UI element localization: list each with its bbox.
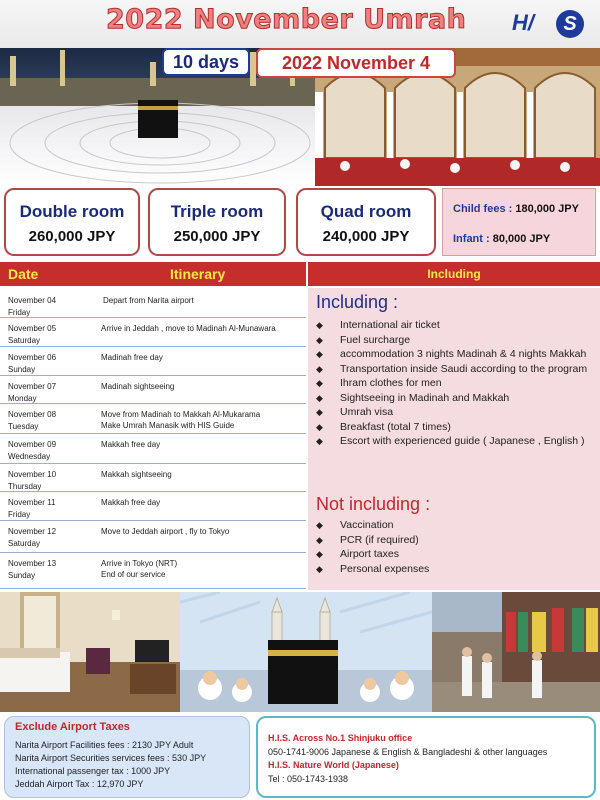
- tax-line: Narita Airport Facilities fees : 2130 JPY Adult: [15, 740, 194, 750]
- his-logo-text: H/: [512, 10, 534, 35]
- list-item: ◆ Vaccination: [316, 519, 394, 531]
- diamond-bullet-icon: ◆: [316, 334, 323, 345]
- diamond-bullet-icon: ◆: [316, 349, 323, 359]
- photo-market-street: [432, 592, 600, 712]
- page-title: 2022 November Umrah: [106, 4, 467, 35]
- itinerary-row: [0, 376, 306, 404]
- office-phone: 050-1741-9006 Japanese & English & Bangladeshi & other languages: [268, 747, 548, 757]
- photo-hotel-room: [0, 592, 180, 712]
- departure-date-badge: 2022 November 4: [256, 48, 456, 78]
- itinerary-description: Arrive in Jeddah , move to Madinah Al-Munawara: [101, 324, 276, 333]
- itinerary-row: [0, 290, 306, 318]
- list-item: ◆ Ihram clothes for men: [316, 377, 442, 389]
- office-name: H.I.S. Nature World (Japanese): [268, 760, 399, 770]
- room-name: Quad room: [320, 202, 412, 221]
- itinerary-description: Makkah sightseeing: [101, 470, 172, 479]
- tax-line: Jeddah Airport Tax : 12,970 JPY: [15, 779, 144, 789]
- room-triple: [148, 188, 286, 256]
- room-double: [4, 188, 140, 256]
- list-item: ◆ Breakfast (total 7 times): [316, 420, 451, 433]
- list-item: ◆ Fuel surcharge: [316, 333, 411, 346]
- itinerary-description: Madinah free day: [101, 353, 163, 362]
- room-price: 260,000 JPY: [28, 228, 116, 245]
- itinerary-date: November 11 Friday: [8, 498, 56, 519]
- itinerary-row: [0, 347, 306, 376]
- tax-line: International passenger tax : 1000 JPY: [15, 766, 171, 776]
- itinerary-description: Move to Jeddah airport , fly to Tokyo: [101, 527, 230, 536]
- itinerary-date: November 06 Sunday: [8, 353, 57, 374]
- room-name: Double room: [19, 202, 125, 221]
- his-logo-s-icon: S: [556, 10, 584, 38]
- diamond-bullet-icon: ◆: [316, 407, 323, 417]
- itinerary-date: November 04 Friday: [8, 296, 57, 317]
- diamond-bullet-icon: ◆: [316, 549, 323, 559]
- child-fee: Child fees : 180,000 JPY: [453, 203, 579, 215]
- list-item: ◆ PCR (if required): [316, 533, 419, 546]
- itinerary-description: Arrive in Tokyo (NRT) End of our service: [101, 559, 178, 579]
- diamond-bullet-icon: ◆: [316, 392, 323, 403]
- fees-box: [442, 188, 596, 256]
- itinerary-date: November 07 Monday: [8, 382, 57, 403]
- header-bar: [0, 0, 600, 48]
- list-item: ◆ Airport taxes: [316, 548, 399, 560]
- including-column-header: Including: [308, 262, 600, 286]
- duration-badge: 10 days: [162, 48, 250, 76]
- itinerary-date: November 12 Saturday: [8, 527, 57, 548]
- diamond-bullet-icon: ◆: [316, 378, 323, 388]
- tax-line: Narita Airport Securities services fees : 530 JPY: [15, 753, 207, 763]
- itinerary-description: Makkah free day: [101, 498, 161, 507]
- itinerary-row: [0, 434, 306, 464]
- including-list: [316, 318, 596, 449]
- airport-taxes-title: Exclude Airport Taxes: [15, 721, 130, 733]
- list-item: ◆ Sightseeing in Madinah and Makkah: [316, 391, 510, 404]
- itinerary-header: [0, 262, 306, 286]
- itinerary-date: November 08 Tuesday: [8, 410, 57, 431]
- office-phone: Tel : 050-1743-1938: [268, 774, 349, 784]
- itinerary-description: Depart from Narita airport: [103, 296, 194, 305]
- including-heading: Including :: [316, 292, 399, 312]
- itinerary-description: Madinah sightseeing: [101, 382, 175, 391]
- photo-kaaba-illustration: [180, 592, 432, 712]
- not-including-heading: Not including :: [316, 494, 431, 514]
- itinerary-row: [0, 404, 306, 434]
- diamond-bullet-icon: ◆: [316, 320, 323, 330]
- room-price: 240,000 JPY: [322, 228, 410, 245]
- itinerary-date: November 09 Wednesday: [8, 440, 57, 461]
- itinerary-date: November 10 Thursday: [8, 470, 57, 491]
- list-item: ◆ Umrah visa: [316, 406, 394, 418]
- list-item: ◆ Personal expenses: [316, 562, 430, 575]
- itinerary-description: Move from Madinah to Makkah Al-Mukarama Make Umrah Manasik with HIS Guide: [101, 410, 261, 430]
- itinerary-column-header: Itinerary: [170, 266, 226, 282]
- list-item: ◆ International air ticket: [316, 319, 440, 331]
- room-quad: [296, 188, 436, 256]
- itinerary-row: [0, 492, 306, 521]
- including-panel: [308, 288, 600, 590]
- itinerary-row: [0, 521, 306, 553]
- not-including-list: [316, 518, 596, 576]
- diamond-bullet-icon: ◆: [316, 563, 323, 574]
- diamond-bullet-icon: ◆: [316, 421, 323, 432]
- room-name: Triple room: [170, 202, 264, 221]
- list-item: ◆ accommodation 3 nights Madinah & 4 nights Makkah: [316, 348, 587, 360]
- diamond-bullet-icon: ◆: [316, 520, 323, 530]
- date-column-header: Date: [8, 266, 39, 282]
- diamond-bullet-icon: ◆: [316, 436, 323, 446]
- list-item: ◆ Transportation inside Saudi according to the program: [316, 362, 588, 375]
- itinerary-row: [0, 553, 306, 589]
- contact-box: [256, 716, 596, 798]
- airport-taxes-box: [4, 716, 250, 798]
- itinerary-date: November 13 Sunday: [8, 559, 57, 580]
- itinerary-description: Makkah free day: [101, 440, 161, 449]
- itinerary-row: [0, 464, 306, 492]
- itinerary-row: [0, 318, 306, 347]
- his-logo: [512, 10, 584, 38]
- itinerary-date: November 05 Saturday: [8, 324, 57, 345]
- room-price: 250,000 JPY: [173, 228, 261, 245]
- diamond-bullet-icon: ◆: [316, 534, 323, 545]
- office-name: H.I.S. Across No.1 Shinjuku office: [268, 733, 413, 743]
- list-item: ◆ Escort with experienced guide ( Japanese , English ): [316, 435, 585, 447]
- infant-fee: Infant : 80,000 JPY: [453, 233, 551, 245]
- diamond-bullet-icon: ◆: [316, 363, 323, 374]
